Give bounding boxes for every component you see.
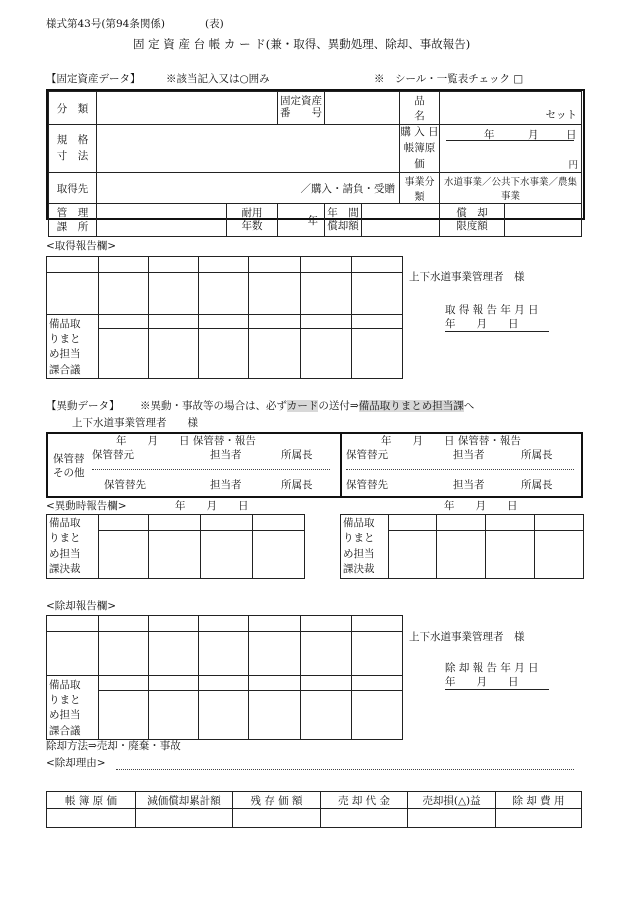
acq-cell[interactable] — [199, 329, 249, 378]
acq-side-label — [47, 315, 99, 379]
supplier-field[interactable] — [97, 173, 400, 204]
acq-cell[interactable] — [249, 315, 301, 329]
acq-cell[interactable] — [47, 273, 99, 315]
annual-depreciation-field[interactable] — [362, 204, 440, 237]
acq-report-date-field[interactable]: 年 月 日 — [445, 318, 519, 330]
transfer-left-from-person: 担当者 — [210, 449, 242, 461]
acq-side-1: 備品取 — [49, 318, 81, 330]
acq-cell[interactable] — [149, 257, 199, 273]
disp-side-2: りまと — [49, 694, 81, 707]
transfer-stamp-table-right — [340, 514, 584, 579]
annual-depreciation-label-1: 年 間 — [327, 206, 359, 219]
acq-cell[interactable] — [352, 315, 403, 329]
disp-cell[interactable] — [99, 616, 149, 632]
disposal-reason-field[interactable] — [116, 769, 574, 770]
acq-cell[interactable] — [199, 257, 249, 273]
acq-cell[interactable] — [149, 273, 199, 315]
form-number: 様式第43号(第94条関係) — [46, 18, 165, 30]
transfer-label-2: その他 — [53, 467, 85, 480]
acq-cell[interactable] — [249, 273, 301, 315]
kikaku-label-2: 寸 法 — [56, 149, 89, 162]
hinmei-field[interactable] — [440, 92, 582, 125]
transfer-left-side-2: りまと — [49, 532, 81, 545]
acq-cell[interactable] — [47, 257, 99, 273]
dept-label-2: 課 所 — [56, 221, 89, 234]
purchase-date-month: 月 — [528, 129, 539, 141]
transfer-left-to-head: 所属長 — [281, 479, 313, 491]
transfer-manager: 上下水道事業管理者 様 — [72, 417, 198, 429]
summary-header-sale-price: 売 却 代 金 — [321, 792, 408, 809]
disp-cell[interactable] — [249, 676, 301, 691]
depreciation-limit-label-2: 限度額 — [456, 220, 488, 233]
transfer-note-b: の送付⇒ — [318, 400, 359, 412]
transfer-label-1: 保管替 — [53, 453, 85, 465]
summary-header-residual-value: 残 存 価 額 — [233, 792, 321, 809]
depreciation-limit-field[interactable] — [505, 204, 582, 237]
form-side: (表) — [205, 18, 224, 30]
acq-cell[interactable] — [99, 273, 149, 315]
disp-report-date-label: 除 却 報 告 年 月 日 — [445, 662, 539, 674]
acq-cell[interactable] — [301, 273, 352, 315]
annual-depreciation-label — [325, 204, 362, 237]
transfer-right-cell[interactable] — [535, 531, 584, 579]
purchase-date-label: 購 入 日 — [400, 126, 439, 138]
acq-cell[interactable] — [149, 329, 199, 378]
transfer-note-highlight-2: 備品取りまとめ担当課 — [358, 400, 464, 412]
transfer-left-cell[interactable] — [99, 515, 149, 531]
dept-label-1: 管 理 — [56, 206, 89, 219]
useful-life-label-1: 耐用 — [241, 206, 263, 219]
acq-cell[interactable] — [99, 315, 149, 329]
disp-side-3: め担当 — [49, 709, 81, 722]
transfer-left-side-1: 備品取 — [49, 517, 81, 530]
summary-header-book-value: 帳 簿 原 価 — [47, 792, 136, 809]
transfer-right-cell[interactable] — [486, 531, 535, 579]
transfer-left-cell[interactable] — [99, 531, 149, 579]
bunrui-label: 分 類 — [49, 92, 97, 125]
transfer-note-c: へ — [463, 400, 475, 412]
dept-field[interactable] — [97, 204, 227, 237]
disp-cell[interactable] — [301, 676, 352, 691]
transfer-right-from-head: 所属長 — [521, 449, 553, 461]
transfer-left-cell[interactable] — [201, 515, 253, 531]
business-class-options[interactable]: 水道事業／公共下水事業／農集事業 — [440, 173, 582, 204]
disposal-method[interactable]: 除却方法⇒売却・廃棄・事故 — [46, 740, 181, 752]
acq-cell[interactable] — [199, 273, 249, 315]
acq-cell[interactable] — [199, 315, 249, 329]
depreciation-limit-label-1: 償 却 — [456, 206, 488, 219]
acq-cell[interactable] — [352, 273, 403, 315]
acq-report-date-label: 取 得 報 告 年 月 日 — [445, 304, 539, 316]
disp-cell[interactable] — [149, 616, 199, 632]
summary-accum-depreciation-field[interactable] — [136, 809, 233, 828]
transfer-right-to-head: 所属長 — [521, 479, 553, 491]
disposal-stamp-table — [46, 615, 403, 740]
transfer-right-cell[interactable] — [389, 531, 437, 579]
transfer-left-cell[interactable] — [149, 515, 201, 531]
acq-side-3: め担当 — [49, 348, 81, 361]
kikaku-field[interactable] — [97, 125, 400, 173]
acquisition-method[interactable]: ／購入・請負・受贈 — [300, 182, 396, 195]
summary-book-value-field[interactable] — [47, 809, 136, 828]
transfer-right-to: 保管替先 — [346, 479, 388, 491]
transfer-right-cell[interactable] — [389, 515, 437, 531]
transfer-right-header[interactable]: 年 月 日 保管替・報告 — [381, 435, 521, 447]
disposal-report-label: <除却報告欄> — [46, 600, 117, 612]
yen-unit: 円 — [568, 160, 579, 172]
fixed-asset-section-label: 【固定資産データ】 — [46, 73, 141, 85]
transfer-right-dotted-separator — [346, 469, 574, 470]
acq-date-underline — [445, 331, 549, 332]
transfer-left-header[interactable]: 年 月 日 保管替・報告 — [116, 435, 256, 447]
transfer-right-cell[interactable] — [535, 515, 584, 531]
summary-table — [46, 791, 582, 828]
acq-cell[interactable] — [301, 329, 352, 378]
summary-gain-loss-field[interactable] — [408, 809, 496, 828]
acq-cell[interactable] — [249, 329, 301, 378]
disp-date-underline — [445, 689, 549, 690]
acquisition-stamp-table — [46, 256, 403, 379]
disp-cell[interactable] — [99, 690, 149, 739]
purchase-field[interactable] — [440, 125, 582, 173]
transfer-right-from-person: 担当者 — [453, 449, 485, 461]
disp-report-date-field[interactable]: 年 月 日 — [445, 676, 519, 688]
disp-cell[interactable] — [199, 690, 249, 739]
transfer-right-side-1: 備品取 — [343, 517, 375, 530]
transfer-right-to-person: 担当者 — [453, 479, 485, 491]
transfer-left-side-3: め担当 — [49, 547, 81, 560]
disp-cell[interactable] — [99, 676, 149, 691]
disp-side-label — [47, 676, 99, 740]
hinmei-label: 品 名 — [400, 92, 440, 125]
acq-side-2: りまと — [49, 333, 81, 346]
disp-cell[interactable] — [249, 616, 301, 632]
disp-cell[interactable] — [199, 616, 249, 632]
asset-number-label-2: 番 号 — [280, 107, 323, 119]
purchase-label — [400, 125, 440, 173]
transfer-right-cell[interactable] — [437, 515, 486, 531]
useful-life-label-2: 年数 — [241, 220, 263, 233]
transfer-left-cell[interactable] — [253, 515, 305, 531]
acq-cell[interactable] — [301, 257, 352, 273]
summary-header-gain-loss: 売却損(△)益 — [408, 792, 496, 809]
disp-cell[interactable] — [249, 632, 301, 676]
year-unit: 年 — [307, 214, 319, 227]
useful-life-field[interactable] — [278, 204, 325, 237]
disp-cell[interactable] — [149, 676, 199, 691]
acquisition-report-label: <取得報告欄> — [46, 240, 117, 252]
transfer-left-from: 保管替元 — [92, 449, 134, 461]
transfer-report-date-left[interactable]: 年 月 日 — [175, 500, 249, 512]
summary-header-disposal-cost: 除 却 費 用 — [496, 792, 582, 809]
summary-residual-value-field[interactable] — [233, 809, 321, 828]
transfer-right-side-4: 課決裁 — [343, 562, 375, 575]
disp-cell[interactable] — [352, 616, 403, 632]
summary-disposal-cost-field[interactable] — [496, 809, 582, 828]
disp-cell[interactable] — [149, 632, 199, 676]
fixed-asset-table — [48, 91, 582, 237]
transfer-note — [140, 400, 474, 413]
book-value-label: 帳簿原価 — [403, 141, 436, 170]
disp-cell[interactable] — [47, 616, 99, 632]
transfer-report-label: <異動時報告欄> — [46, 500, 127, 512]
purchase-date-year: 年 — [484, 129, 495, 141]
set-unit: セット — [545, 109, 578, 121]
transfer-right-side-2: りまと — [343, 532, 375, 545]
seal-checklist-checkbox[interactable]: ※ シール・一覧表チェック □ — [374, 73, 524, 85]
disp-cell[interactable] — [249, 690, 301, 739]
disp-cell[interactable] — [199, 632, 249, 676]
kikaku-label-1: 規 格 — [56, 133, 89, 146]
disp-cell[interactable] — [47, 632, 99, 676]
purchase-date-line — [446, 127, 577, 141]
dept-label — [49, 204, 97, 237]
transfer-right-from: 保管替元 — [346, 449, 388, 461]
transfer-note-highlight: カード — [286, 400, 319, 412]
asset-number-label-1: 固定資産 — [280, 95, 323, 108]
acq-cell[interactable] — [352, 329, 403, 378]
disp-cell[interactable] — [199, 676, 249, 691]
transfer-left-side-label — [47, 515, 99, 579]
transfer-report-date-right[interactable]: 年 月 日 — [444, 500, 518, 512]
transfer-right-side-label — [341, 515, 389, 579]
disp-cell[interactable] — [352, 676, 403, 691]
asset-number-field[interactable] — [325, 92, 400, 125]
acq-cell[interactable] — [249, 257, 301, 273]
transfer-left-cell[interactable] — [201, 531, 253, 579]
transfer-right-side-3: め担当 — [343, 547, 375, 560]
purchase-date-day: 日 — [566, 129, 577, 141]
acq-manager: 上下水道事業管理者 様 — [409, 271, 525, 283]
transfer-side-label — [53, 452, 85, 480]
acq-cell[interactable] — [99, 257, 149, 273]
transfer-divider — [340, 432, 342, 496]
annual-depreciation-label-2: 償却額 — [327, 220, 359, 233]
transfer-left-dotted-separator — [92, 469, 330, 470]
disp-cell[interactable] — [301, 690, 352, 739]
supplier-label: 取得先 — [49, 173, 97, 204]
acq-side-4: 課合議 — [49, 363, 81, 376]
disposal-reason-label: <除却理由> — [46, 757, 106, 769]
disp-manager: 上下水道事業管理者 様 — [409, 631, 525, 643]
fixed-asset-note: ※該当記入又は○囲み — [166, 73, 270, 85]
acq-cell[interactable] — [352, 257, 403, 273]
transfer-left-cell[interactable] — [149, 531, 201, 579]
transfer-right-cell[interactable] — [486, 515, 535, 531]
disp-cell[interactable] — [149, 690, 199, 739]
bunrui-field[interactable] — [97, 92, 278, 125]
transfer-right-cell[interactable] — [437, 531, 486, 579]
asset-number-label — [278, 92, 325, 125]
disp-cell[interactable] — [301, 632, 352, 676]
disp-cell[interactable] — [301, 616, 352, 632]
useful-life-label — [227, 204, 278, 237]
disp-side-4: 課合議 — [49, 724, 81, 737]
form-title: 固 定 資 産 台 帳 カ ー ド(兼・取得、異動処理、除却、事故報告) — [133, 37, 471, 51]
acq-cell[interactable] — [301, 315, 352, 329]
transfer-note-a: ※異動・事故等の場合は、必ず — [140, 400, 287, 412]
transfer-left-to-person: 担当者 — [210, 479, 242, 491]
depreciation-limit-label — [440, 204, 505, 237]
transfer-left-to: 保管替先 — [104, 479, 146, 491]
transfer-stamp-table-left — [46, 514, 305, 579]
acq-cell[interactable] — [99, 329, 149, 378]
disp-cell[interactable] — [352, 632, 403, 676]
summary-sale-price-field[interactable] — [321, 809, 408, 828]
summary-header-accum-depreciation: 減価償却累計額 — [136, 792, 233, 809]
transfer-left-side-4: 課決裁 — [49, 562, 81, 575]
transfer-section-label: 【異動データ】 — [46, 400, 120, 412]
disp-cell[interactable] — [99, 632, 149, 676]
transfer-left-cell[interactable] — [253, 531, 305, 579]
disp-cell[interactable] — [352, 690, 403, 739]
kikaku-label — [49, 125, 97, 173]
acq-cell[interactable] — [149, 315, 199, 329]
disp-side-1: 備品取 — [49, 679, 81, 691]
transfer-left-from-head: 所属長 — [281, 449, 313, 461]
business-class-label: 事業分類 — [400, 173, 440, 204]
